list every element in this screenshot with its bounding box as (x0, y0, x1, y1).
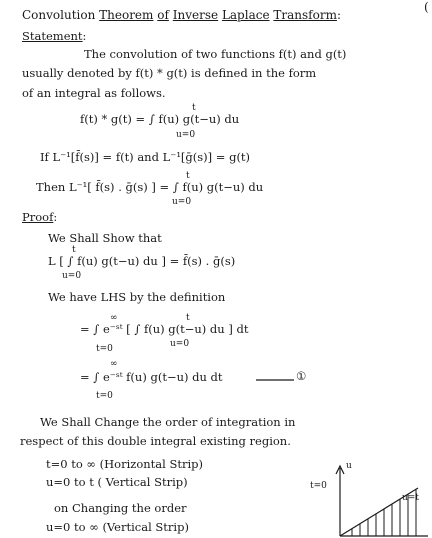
edge-mark: ( (424, 0, 429, 14)
statement-colon: : (82, 29, 87, 43)
then-upper-limit: t (186, 171, 190, 181)
title-part: Transform (273, 8, 337, 22)
equation-tag: ① (296, 369, 307, 383)
change-order-line-1: We Shall Change the order of integration in (40, 415, 296, 429)
statement-label: Statement (22, 29, 83, 43)
if-line: If L⁻¹[f̄(s)] = f(t) and L⁻¹[ḡ(s)] = g(t) (40, 150, 251, 164)
range-line-1: t=0 to ∞ (Horizontal Strip) (46, 457, 204, 471)
proof-colon: : (53, 210, 58, 224)
line-label-u-equals-t: u=t (402, 493, 419, 503)
page-title (22, 9, 341, 21)
statement-line-1: The convolution of two functions f(t) and g(t) (84, 47, 347, 61)
statement-line-2: usually denoted by f(t) * g(t) is defined in the form (22, 66, 317, 80)
title-part: : (336, 8, 341, 22)
definition-upper-limit: t (192, 103, 196, 113)
eq1-outer-upper: ∞ (110, 313, 118, 323)
eq1-inner-upper: t (186, 313, 190, 323)
integration-region-diagram (300, 448, 430, 538)
eq2-lower: t=0 (96, 391, 113, 401)
eq1-outer-lower: t=0 (96, 344, 113, 354)
range-line-2: u=0 to t ( Vertical Strip) (46, 475, 188, 489)
definition-lower-limit: u=0 (176, 130, 196, 140)
eq1-inner-lower: u=0 (170, 339, 190, 349)
show-upper-limit: t (72, 245, 76, 255)
title-part: of (157, 8, 169, 22)
range-line-3: u=0 to ∞ (Vertical Strip) (46, 520, 189, 534)
statement-line-3: of an integral as follows. (22, 86, 166, 100)
proof-show-line: We Shall Show that (48, 231, 162, 245)
definition-equation: f(t) * g(t) = ∫ f(u) g(t−u) du (80, 112, 240, 126)
equation-tag-leader (256, 378, 296, 382)
proof-label: Proof (22, 210, 54, 224)
changing-order-line: on Changing the order (54, 501, 187, 515)
title-part: Theorem (99, 8, 154, 22)
then-lower-limit: u=0 (172, 197, 192, 207)
eq2-upper: ∞ (110, 359, 118, 369)
show-lower-limit: u=0 (62, 271, 82, 281)
then-line: Then L⁻¹[ f̄(s) . ḡ(s) ] = ∫ f(u) g(t−u) du (36, 180, 264, 194)
axis-label-t0: t=0 (310, 481, 327, 491)
statement-heading (22, 31, 86, 43)
title-part: Laplace (221, 8, 270, 22)
title-part: Convolution (22, 8, 100, 22)
proof-have-line: We have LHS by the definition (48, 290, 226, 304)
axis-label-u: u (346, 461, 352, 471)
title-part: Inverse (172, 8, 219, 22)
proof-heading (22, 212, 57, 224)
proof-equation-1: = ∫ e⁻ˢᵗ [ ∫ f(u) g(t−u) du ] dt (80, 322, 249, 336)
show-equation: L [ ∫ f(u) g(t−u) du ] = f̄(s) . ḡ(s) (48, 254, 236, 268)
change-order-line-2: respect of this double integral existing region. (20, 434, 291, 448)
proof-equation-2: = ∫ e⁻ˢᵗ f(u) g(t−u) du dt (80, 370, 223, 384)
